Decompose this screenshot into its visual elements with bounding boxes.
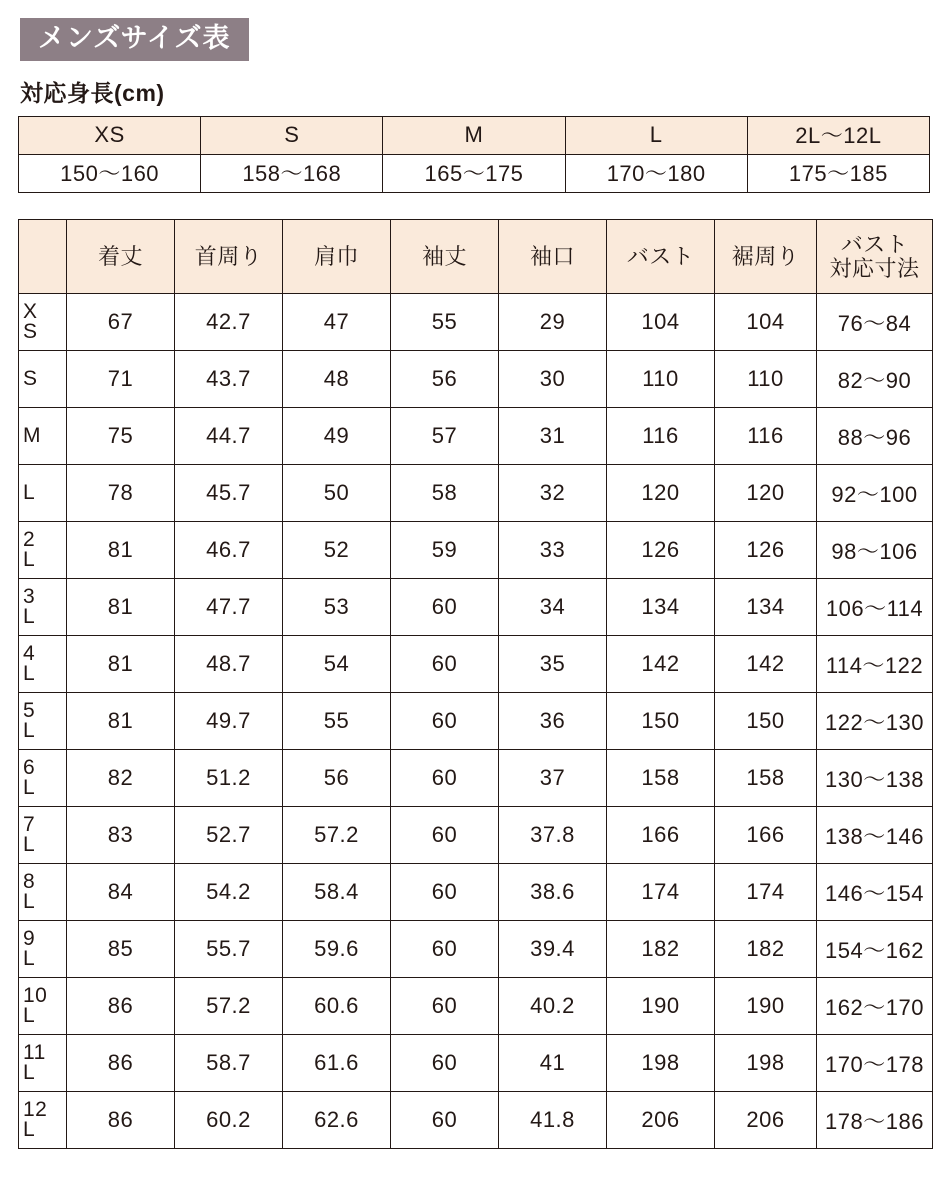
row-size-line: L bbox=[23, 481, 36, 505]
column-header bbox=[607, 220, 715, 294]
cell-value: 81 bbox=[67, 636, 175, 693]
cell-value: 86 bbox=[67, 978, 175, 1035]
cell-value: 85 bbox=[67, 921, 175, 978]
row-size-label bbox=[19, 408, 67, 465]
cell-value: 60 bbox=[391, 978, 499, 1035]
column-header bbox=[283, 220, 391, 294]
row-size-line: L bbox=[23, 548, 36, 571]
cell-value: 60 bbox=[391, 1035, 499, 1092]
table-row bbox=[19, 864, 933, 921]
height-range-cell: 150〜160 bbox=[19, 155, 201, 193]
cell-value: 162〜170 bbox=[817, 978, 933, 1035]
height-table-body bbox=[19, 117, 930, 193]
cell-value: 182 bbox=[715, 921, 817, 978]
cell-value: 190 bbox=[715, 978, 817, 1035]
row-size-label bbox=[19, 978, 67, 1035]
cell-value: 170〜178 bbox=[817, 1035, 933, 1092]
table-row bbox=[19, 351, 933, 408]
cell-value: 110 bbox=[715, 351, 817, 408]
row-size-line: 2 bbox=[23, 528, 36, 552]
cell-value: 178〜186 bbox=[817, 1092, 933, 1149]
cell-value: 60 bbox=[391, 693, 499, 750]
cell-value: 86 bbox=[67, 1092, 175, 1149]
cell-value: 158 bbox=[715, 750, 817, 807]
cell-value: 60 bbox=[391, 1092, 499, 1149]
cell-value: 33 bbox=[499, 522, 607, 579]
page-title: メンズサイズ表 bbox=[20, 18, 249, 61]
column-header bbox=[817, 220, 933, 294]
cell-value: 43.7 bbox=[175, 351, 283, 408]
cell-value: 56 bbox=[283, 750, 391, 807]
cell-value: 198 bbox=[607, 1035, 715, 1092]
column-header-line1: バスト bbox=[626, 243, 695, 269]
cell-value: 60 bbox=[391, 921, 499, 978]
cell-value: 126 bbox=[715, 522, 817, 579]
row-size-line: M bbox=[23, 424, 41, 448]
row-size-label bbox=[19, 351, 67, 408]
height-table-value-row bbox=[19, 155, 930, 193]
cell-value: 55 bbox=[283, 693, 391, 750]
cell-value: 116 bbox=[715, 408, 817, 465]
table-row bbox=[19, 294, 933, 351]
cell-value: 55.7 bbox=[175, 921, 283, 978]
cell-value: 34 bbox=[499, 579, 607, 636]
cell-value: 126 bbox=[607, 522, 715, 579]
row-size-line: S bbox=[23, 367, 38, 391]
cell-value: 138〜146 bbox=[817, 807, 933, 864]
cell-value: 150 bbox=[607, 693, 715, 750]
row-size-line: L bbox=[23, 719, 36, 742]
cell-value: 58.4 bbox=[283, 864, 391, 921]
table-row bbox=[19, 1092, 933, 1149]
cell-value: 32 bbox=[499, 465, 607, 522]
row-size-line: 10 bbox=[23, 984, 48, 1008]
column-header-line1: 肩巾 bbox=[313, 243, 359, 269]
row-size-line: 5 bbox=[23, 699, 36, 723]
cell-value: 57.2 bbox=[175, 978, 283, 1035]
height-section-heading: 対応身長(cm) bbox=[20, 80, 165, 106]
cell-value: 104 bbox=[715, 294, 817, 351]
column-header-line1: バスト bbox=[840, 232, 909, 258]
column-header bbox=[67, 220, 175, 294]
height-range-cell: 158〜168 bbox=[201, 155, 383, 193]
cell-value: 41.8 bbox=[499, 1092, 607, 1149]
cell-value: 60 bbox=[391, 864, 499, 921]
row-size-line: S bbox=[23, 320, 38, 343]
cell-value: 46.7 bbox=[175, 522, 283, 579]
cell-value: 60 bbox=[391, 636, 499, 693]
row-size-line: 3 bbox=[23, 585, 36, 609]
cell-value: 50 bbox=[283, 465, 391, 522]
row-size-line: L bbox=[23, 776, 36, 799]
column-header bbox=[499, 220, 607, 294]
cell-value: 59 bbox=[391, 522, 499, 579]
cell-value: 30 bbox=[499, 351, 607, 408]
cell-value: 47 bbox=[283, 294, 391, 351]
cell-value: 190 bbox=[607, 978, 715, 1035]
cell-value: 206 bbox=[715, 1092, 817, 1149]
row-size-line: L bbox=[23, 1004, 36, 1027]
measurements-table bbox=[18, 219, 933, 1149]
cell-value: 51.2 bbox=[175, 750, 283, 807]
cell-value: 60 bbox=[391, 579, 499, 636]
cell-value: 110 bbox=[607, 351, 715, 408]
cell-value: 62.6 bbox=[283, 1092, 391, 1149]
cell-value: 59.6 bbox=[283, 921, 391, 978]
cell-value: 206 bbox=[607, 1092, 715, 1149]
row-size-line: L bbox=[23, 947, 36, 970]
cell-value: 81 bbox=[67, 522, 175, 579]
cell-value: 134 bbox=[715, 579, 817, 636]
row-size-label bbox=[19, 693, 67, 750]
row-size-label bbox=[19, 864, 67, 921]
column-header-line1: 着丈 bbox=[97, 243, 143, 269]
row-size-line: L bbox=[23, 1061, 36, 1084]
cell-value: 146〜154 bbox=[817, 864, 933, 921]
table-corner-cell bbox=[19, 220, 67, 294]
cell-value: 84 bbox=[67, 864, 175, 921]
cell-value: 56 bbox=[391, 351, 499, 408]
cell-value: 47.7 bbox=[175, 579, 283, 636]
cell-value: 58.7 bbox=[175, 1035, 283, 1092]
cell-value: 44.7 bbox=[175, 408, 283, 465]
height-size-cell: XS bbox=[19, 117, 201, 155]
cell-value: 86 bbox=[67, 1035, 175, 1092]
row-size-line: X bbox=[23, 300, 38, 324]
cell-value: 182 bbox=[607, 921, 715, 978]
table-row bbox=[19, 522, 933, 579]
row-size-label bbox=[19, 579, 67, 636]
column-header bbox=[391, 220, 499, 294]
row-size-line: L bbox=[23, 605, 36, 628]
row-size-line: L bbox=[23, 890, 36, 913]
cell-value: 150 bbox=[715, 693, 817, 750]
height-range-cell: 165〜175 bbox=[383, 155, 565, 193]
table-row bbox=[19, 978, 933, 1035]
cell-value: 98〜106 bbox=[817, 522, 933, 579]
column-header-line1: 袖丈 bbox=[421, 243, 467, 269]
column-header-line1: 袖口 bbox=[529, 243, 575, 269]
height-size-cell: S bbox=[201, 117, 383, 155]
cell-value: 60.6 bbox=[283, 978, 391, 1035]
column-header bbox=[715, 220, 817, 294]
cell-value: 116 bbox=[607, 408, 715, 465]
cell-value: 29 bbox=[499, 294, 607, 351]
cell-value: 158 bbox=[607, 750, 715, 807]
cell-value: 92〜100 bbox=[817, 465, 933, 522]
table-row bbox=[19, 1035, 933, 1092]
table-row bbox=[19, 636, 933, 693]
row-size-label bbox=[19, 522, 67, 579]
cell-value: 81 bbox=[67, 579, 175, 636]
cell-value: 106〜114 bbox=[817, 579, 933, 636]
cell-value: 120 bbox=[715, 465, 817, 522]
cell-value: 35 bbox=[499, 636, 607, 693]
row-size-line: L bbox=[23, 833, 36, 856]
column-header-line1: 首周り bbox=[194, 243, 263, 269]
cell-value: 81 bbox=[67, 693, 175, 750]
cell-value: 71 bbox=[67, 351, 175, 408]
row-size-label bbox=[19, 294, 67, 351]
height-size-cell: L bbox=[565, 117, 747, 155]
cell-value: 48 bbox=[283, 351, 391, 408]
cell-value: 60 bbox=[391, 750, 499, 807]
measurements-table-body bbox=[19, 294, 933, 1149]
cell-value: 57.2 bbox=[283, 807, 391, 864]
table-row bbox=[19, 750, 933, 807]
row-size-line: 7 bbox=[23, 813, 36, 837]
cell-value: 82 bbox=[67, 750, 175, 807]
cell-value: 37 bbox=[499, 750, 607, 807]
cell-value: 40.2 bbox=[499, 978, 607, 1035]
measurements-header-row bbox=[19, 220, 933, 294]
height-table bbox=[18, 116, 930, 193]
row-size-label bbox=[19, 1092, 67, 1149]
row-size-line: 12 bbox=[23, 1098, 48, 1122]
cell-value: 60.2 bbox=[175, 1092, 283, 1149]
row-size-label bbox=[19, 636, 67, 693]
table-row bbox=[19, 921, 933, 978]
cell-value: 120 bbox=[607, 465, 715, 522]
cell-value: 52.7 bbox=[175, 807, 283, 864]
cell-value: 134 bbox=[607, 579, 715, 636]
cell-value: 78 bbox=[67, 465, 175, 522]
row-size-label bbox=[19, 750, 67, 807]
cell-value: 104 bbox=[607, 294, 715, 351]
cell-value: 57 bbox=[391, 408, 499, 465]
cell-value: 142 bbox=[607, 636, 715, 693]
row-size-line: L bbox=[23, 1118, 36, 1141]
cell-value: 49.7 bbox=[175, 693, 283, 750]
row-size-line: 11 bbox=[23, 1041, 46, 1065]
row-size-line: L bbox=[23, 662, 36, 685]
row-size-label bbox=[19, 807, 67, 864]
cell-value: 114〜122 bbox=[817, 636, 933, 693]
cell-value: 174 bbox=[715, 864, 817, 921]
cell-value: 174 bbox=[607, 864, 715, 921]
cell-value: 54.2 bbox=[175, 864, 283, 921]
cell-value: 45.7 bbox=[175, 465, 283, 522]
cell-value: 142 bbox=[715, 636, 817, 693]
cell-value: 37.8 bbox=[499, 807, 607, 864]
table-row bbox=[19, 579, 933, 636]
measurements-table-head bbox=[19, 220, 933, 294]
cell-value: 88〜96 bbox=[817, 408, 933, 465]
cell-value: 49 bbox=[283, 408, 391, 465]
row-size-line: 6 bbox=[23, 756, 36, 780]
cell-value: 60 bbox=[391, 807, 499, 864]
column-header-line2: 対応寸法 bbox=[829, 255, 920, 281]
cell-value: 130〜138 bbox=[817, 750, 933, 807]
cell-value: 31 bbox=[499, 408, 607, 465]
cell-value: 154〜162 bbox=[817, 921, 933, 978]
cell-value: 42.7 bbox=[175, 294, 283, 351]
table-row bbox=[19, 465, 933, 522]
cell-value: 76〜84 bbox=[817, 294, 933, 351]
height-size-cell: 2L〜12L bbox=[747, 117, 929, 155]
cell-value: 166 bbox=[715, 807, 817, 864]
cell-value: 41 bbox=[499, 1035, 607, 1092]
row-size-line: 4 bbox=[23, 642, 36, 666]
row-size-line: 9 bbox=[23, 927, 36, 951]
cell-value: 82〜90 bbox=[817, 351, 933, 408]
cell-value: 75 bbox=[67, 408, 175, 465]
table-row bbox=[19, 807, 933, 864]
cell-value: 54 bbox=[283, 636, 391, 693]
cell-value: 198 bbox=[715, 1035, 817, 1092]
cell-value: 36 bbox=[499, 693, 607, 750]
cell-value: 38.6 bbox=[499, 864, 607, 921]
height-range-cell: 170〜180 bbox=[565, 155, 747, 193]
cell-value: 67 bbox=[67, 294, 175, 351]
cell-value: 61.6 bbox=[283, 1035, 391, 1092]
height-table-header-row bbox=[19, 117, 930, 155]
row-size-label bbox=[19, 465, 67, 522]
column-header-line1: 裾周り bbox=[731, 243, 800, 269]
table-row bbox=[19, 408, 933, 465]
table-row bbox=[19, 693, 933, 750]
cell-value: 122〜130 bbox=[817, 693, 933, 750]
row-size-label bbox=[19, 921, 67, 978]
height-range-cell: 175〜185 bbox=[747, 155, 929, 193]
height-size-cell: M bbox=[383, 117, 565, 155]
cell-value: 55 bbox=[391, 294, 499, 351]
cell-value: 52 bbox=[283, 522, 391, 579]
row-size-label bbox=[19, 1035, 67, 1092]
cell-value: 166 bbox=[607, 807, 715, 864]
cell-value: 83 bbox=[67, 807, 175, 864]
cell-value: 39.4 bbox=[499, 921, 607, 978]
cell-value: 58 bbox=[391, 465, 499, 522]
cell-value: 48.7 bbox=[175, 636, 283, 693]
column-header bbox=[175, 220, 283, 294]
cell-value: 53 bbox=[283, 579, 391, 636]
row-size-line: 8 bbox=[23, 870, 36, 894]
